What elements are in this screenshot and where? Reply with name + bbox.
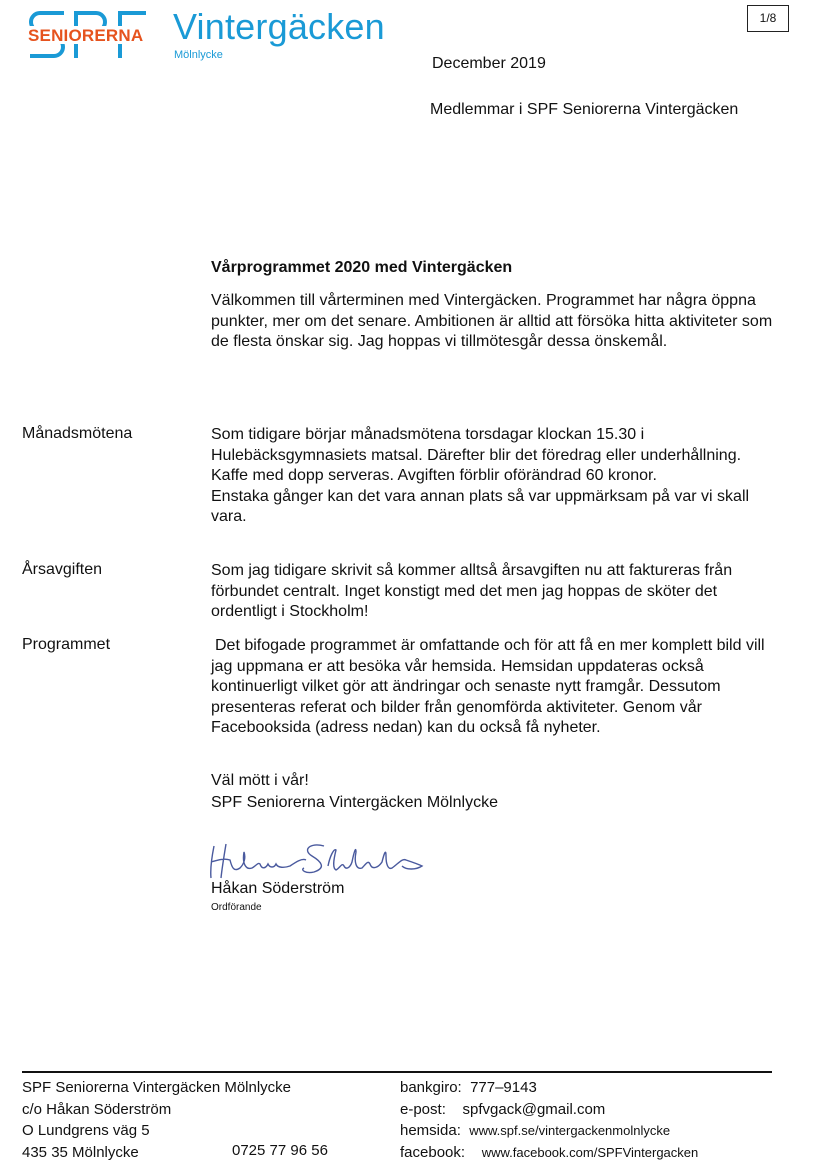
footer-care-of: c/o Håkan Söderström <box>22 1100 172 1118</box>
footer-street: O Lundgrens väg 5 <box>22 1122 150 1139</box>
brand-subtitle: Mölnlycke <box>174 49 223 61</box>
section-body-programmet <box>211 636 781 739</box>
footer-org-name: SPF Seniorerna Vintergäcken Mölnlycke <box>22 1079 292 1096</box>
footer-website <box>400 1120 698 1142</box>
closing-org: SPF Seniorerna Vintergäcken Mölnlycke <box>211 794 498 811</box>
intro-paragraph: Välkommen till vårterminen med Vintergäcken. Programmet har några öppna punkter, mer om det senare. Ambitionen är alltid att försöka hitta aktiviteter som de flesta önskar sig. Jag hoppas vi tillmötesgår dessa önskemål. <box>211 292 773 350</box>
section-label-manadsmotena: Månadsmötena <box>22 425 133 442</box>
closing-greeting: Väl mött i vår! <box>211 772 309 789</box>
letter-heading: Vårprogrammet 2020 med Vintergäcken <box>211 259 513 276</box>
section-body-manadsmotena <box>211 425 771 528</box>
footer-facebook <box>400 1142 698 1164</box>
facebook-label: facebook: <box>400 1143 466 1161</box>
footer-email <box>400 1099 698 1121</box>
signer-role: Ordförande <box>211 902 262 913</box>
website-link[interactable]: www.spf.se/vintergackenmolnlycke <box>469 1123 671 1138</box>
section-paragraph: Som jag tidigare skrivit så kommer alltså årsavgiften nu att faktureras från förbundet centralt. Inget konstigt med det men jag hoppas de sköter det ordentligt i Stockholm! <box>211 562 733 620</box>
brand-title: Vintergäcken <box>173 6 385 47</box>
footer-contact <box>400 1077 698 1163</box>
website-label: hemsida: <box>400 1122 461 1139</box>
section-body-arsavgiften <box>211 561 771 623</box>
spf-logo <box>26 8 154 60</box>
letter-date: December 2019 <box>432 55 546 72</box>
footer-bankgiro <box>400 1077 698 1099</box>
email-link[interactable]: spfvgack@gmail.com <box>462 1100 606 1118</box>
closing <box>211 770 498 814</box>
section-paragraph: Det bifogade programmet är omfattande och för att få en mer komplett bild vill jag uppmana er att besöka vår hemsida. Hemsidan uppdateras också kontinuerligt vilket gör att ändringar och senaste nytt framgår. Dessutom presenteras referat och bilder från genomförda aktiviteter. Genom vår Facebooksida (adress nedan) kan du också få nyheter. <box>211 637 765 736</box>
section-label-arsavgiften: Årsavgiften <box>22 561 103 578</box>
email-label: e-post: <box>400 1100 446 1118</box>
footer-divider <box>22 1071 772 1073</box>
facebook-link[interactable]: www.facebook.com/SPFVintergacken <box>481 1144 699 1160</box>
signer-name: Håkan Söderström <box>211 880 345 897</box>
section-label-programmet: Programmet <box>22 636 111 653</box>
section-paragraph: Enstaka gånger kan det vara annan plats så var uppmärksam på var vi skall vara. <box>211 487 750 525</box>
bankgiro-value: 777–9143 <box>470 1079 537 1096</box>
footer-postal: 435 35 Mölnlycke <box>22 1143 139 1161</box>
bankgiro-label: bankgiro: <box>400 1079 462 1096</box>
logo-seniorerna-text: SENIORERNA <box>28 26 144 45</box>
footer-phone: 0725 77 96 56 <box>232 1141 328 1159</box>
recipient: Medlemmar i SPF Seniorerna Vintergäcken <box>430 101 739 118</box>
page-indicator: 1/8 <box>747 5 789 32</box>
section-paragraph: Som tidigare börjar månadsmötena torsdagar klockan 15.30 i Hulebäcksgymnasiets matsal. Därefter blir det föredrag eller underhållning. Kaffe med dopp serveras. Avgiften förblir oförändrad 60 kronor. <box>211 426 742 484</box>
